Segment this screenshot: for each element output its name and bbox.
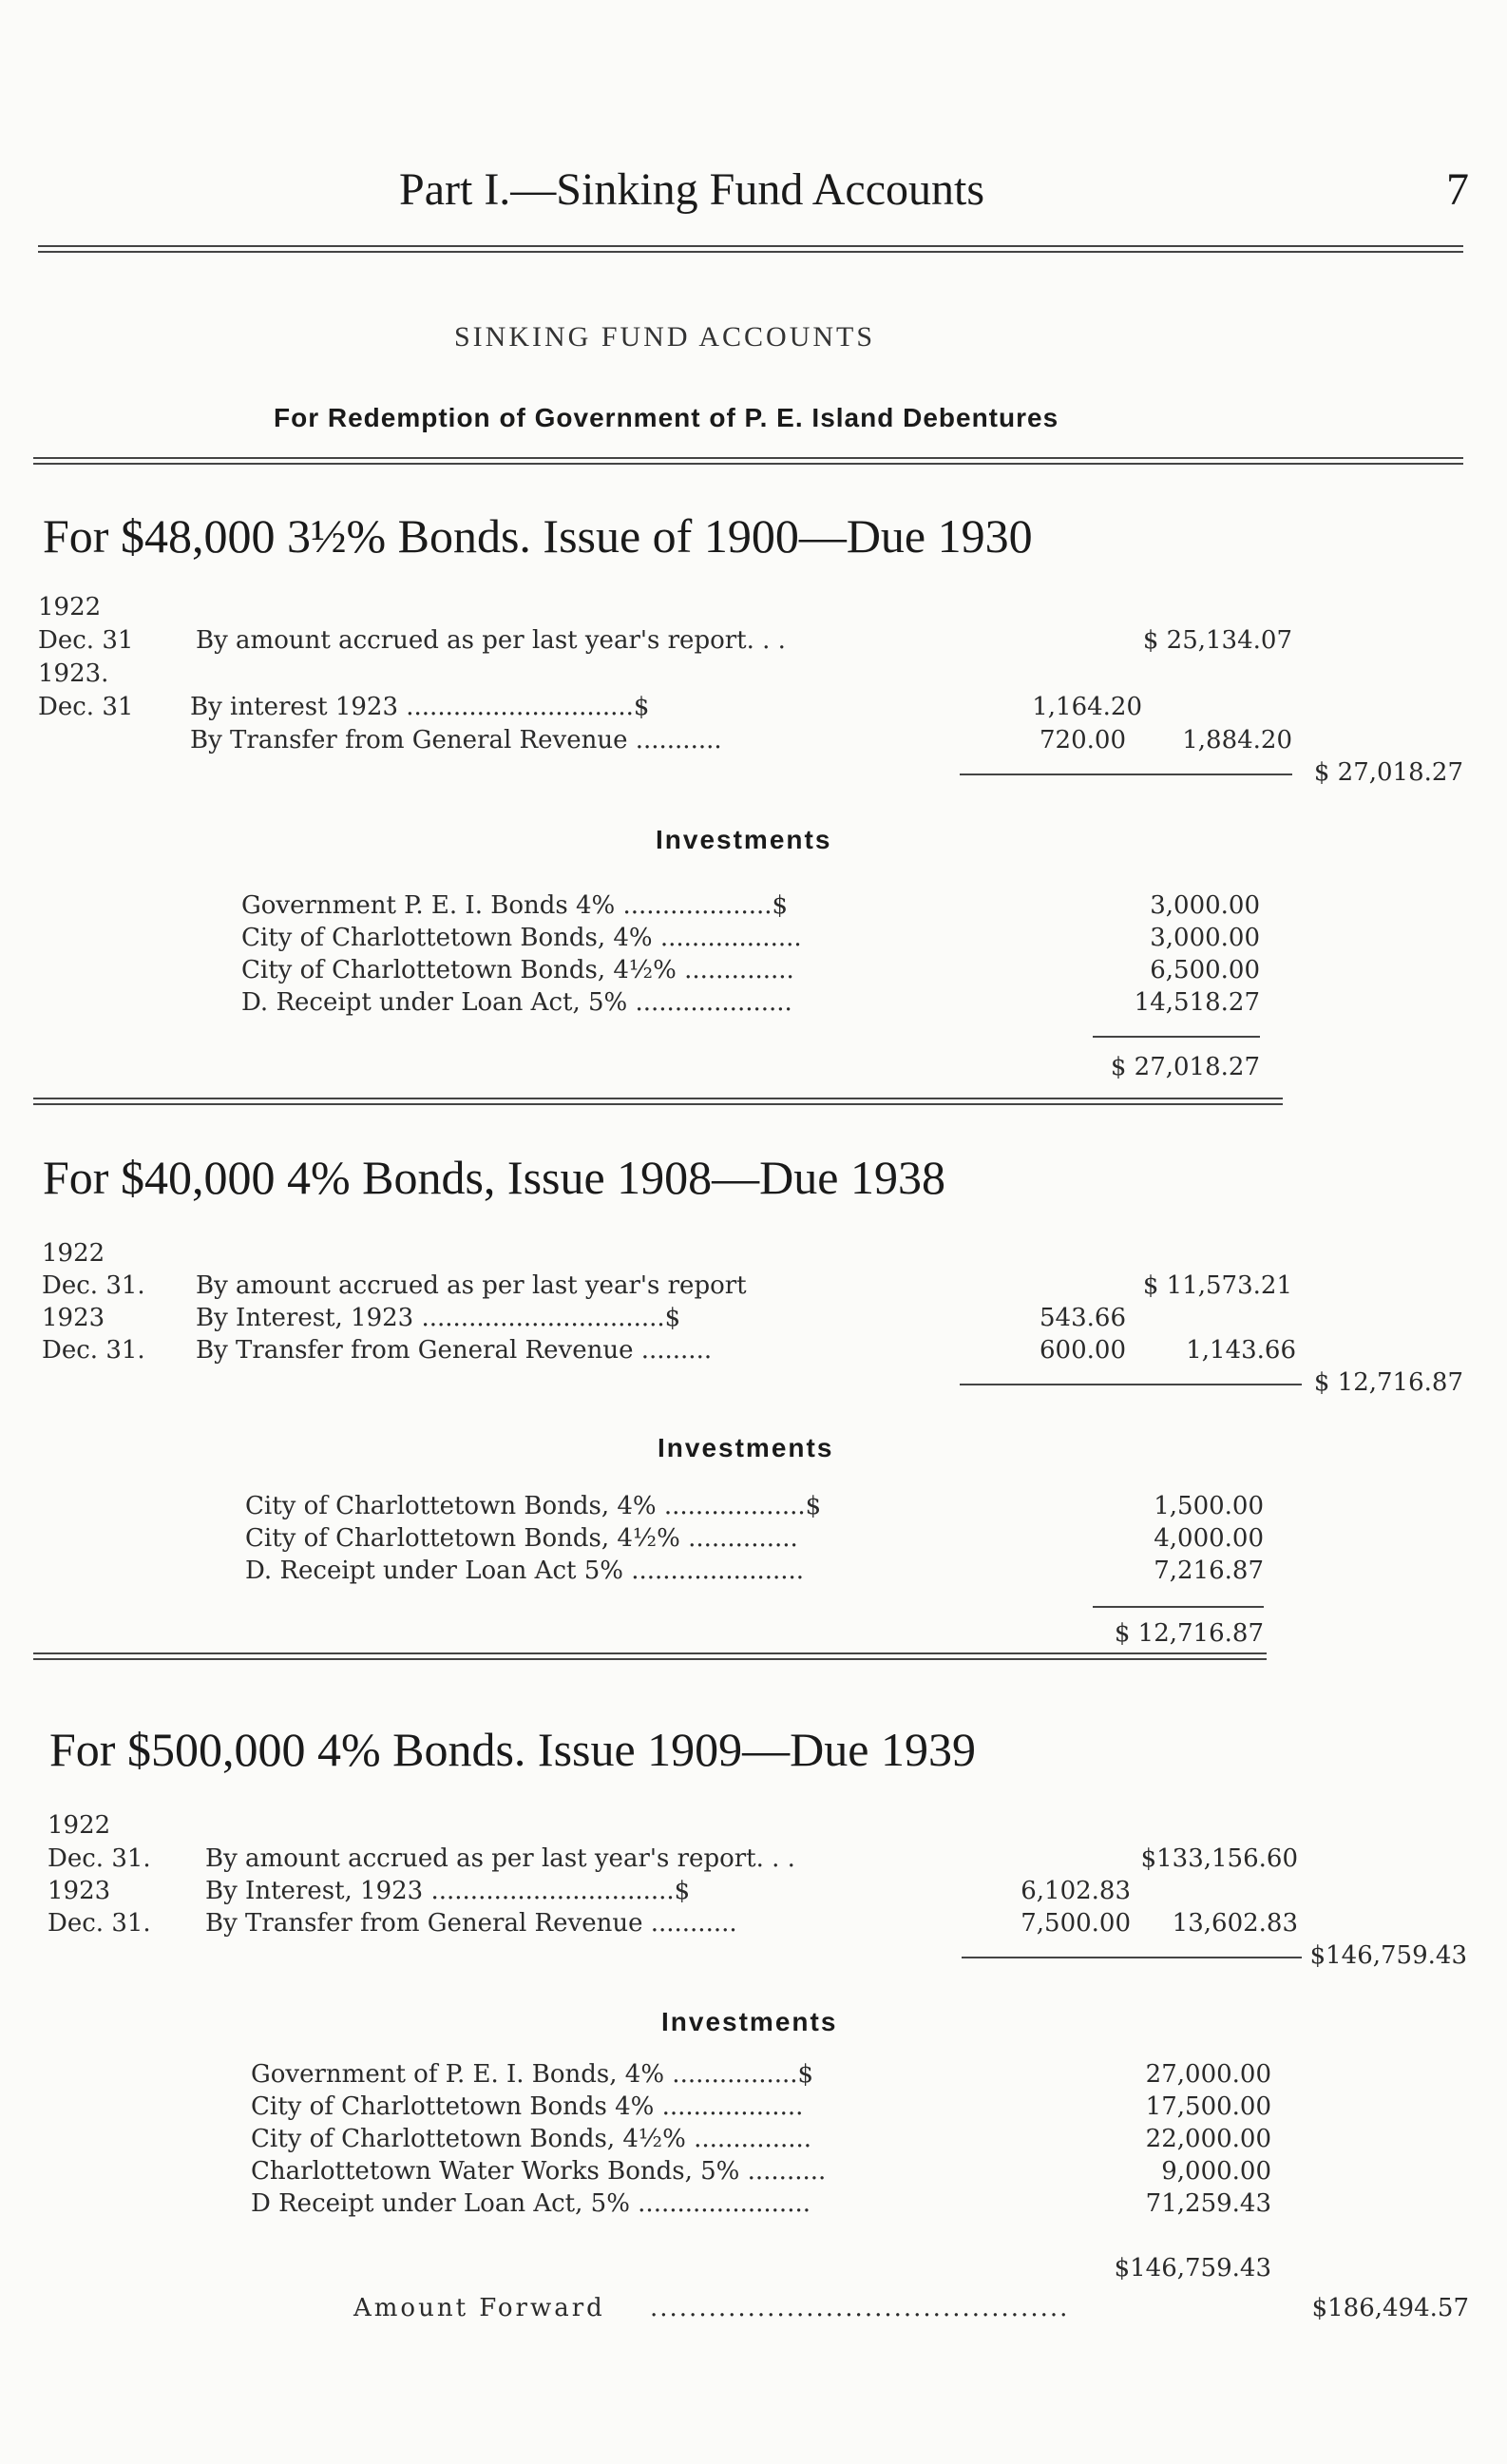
investments-total: $ 27,018.27: [1110, 1053, 1260, 1081]
entry-date: 1922: [42, 1239, 105, 1268]
entry-amount: 13,602.83: [1172, 1909, 1298, 1938]
investments-total-rule: [1093, 1606, 1264, 1608]
entry-date: Dec. 31: [38, 693, 134, 721]
page-number: 7: [1446, 164, 1469, 215]
entry-amount: 1,884.20: [1182, 726, 1292, 754]
amount-forward-value: $186,494.57: [1311, 2294, 1469, 2322]
entry-date: Dec. 31: [38, 626, 134, 655]
investment-description: City of Charlottetown Bonds, 4½% ..............: [241, 956, 794, 984]
investment-description: Government of P. E. I. Bonds, 4% ................$: [251, 2060, 814, 2089]
amount-forward-leader: ...........................................: [650, 2294, 1070, 2322]
entry-date: Dec. 31.: [48, 1909, 151, 1938]
total-rule: [962, 1957, 1302, 1958]
investment-amount: 22,000.00: [1145, 2125, 1271, 2153]
entry-description: By amount accrued as per last year's report. . .: [205, 1844, 795, 1873]
running-head: Part I.—Sinking Fund Accounts: [399, 164, 985, 215]
section-total: $146,759.43: [1309, 1941, 1467, 1970]
entry-subamount: 7,500.00: [1021, 1909, 1131, 1938]
entry-description: By Interest, 1923 ...............................$: [205, 1877, 691, 1905]
entry-date: 1923: [48, 1877, 111, 1905]
entry-amount: $133,156.60: [1140, 1844, 1298, 1873]
investment-description: D. Receipt under Loan Act, 5% ....................: [241, 988, 792, 1017]
entry-description: By interest 1923 .............................$: [190, 693, 650, 721]
investment-amount: 1,500.00: [1154, 1492, 1264, 1520]
entry-date: Dec. 31.: [42, 1336, 145, 1365]
entry-subamount: 720.00: [1040, 726, 1126, 754]
investment-amount: 71,259.43: [1145, 2189, 1271, 2218]
section-rule: [33, 1652, 1267, 1660]
investments-total-rule: [1093, 1036, 1260, 1038]
investment-amount: 17,500.00: [1145, 2092, 1271, 2121]
investment-amount: 9,000.00: [1161, 2157, 1271, 2186]
investments-total: $ 12,716.87: [1114, 1619, 1264, 1648]
section-total: $ 12,716.87: [1313, 1368, 1463, 1397]
entry-subamount: 6,102.83: [1021, 1877, 1131, 1905]
entry-subamount: 600.00: [1040, 1336, 1126, 1365]
entry-amount: $ 11,573.21: [1142, 1271, 1292, 1300]
page-title: SINKING FUND ACCOUNTS: [454, 321, 876, 353]
entry-date: 1923.: [38, 659, 109, 688]
investment-description: Government P. E. I. Bonds 4% ...................$: [241, 891, 789, 920]
entry-amount: $ 25,134.07: [1142, 626, 1292, 655]
entry-date: 1923: [42, 1304, 105, 1332]
section-heading: For $48,000 3½% Bonds. Issue of 1900—Due 1930: [43, 509, 1033, 563]
investment-description: Charlottetown Water Works Bonds, 5% ..........: [251, 2157, 827, 2186]
entry-date: 1922: [48, 1811, 111, 1840]
investment-amount: 7,216.87: [1154, 1557, 1264, 1585]
entry-amount: 1,143.66: [1186, 1336, 1296, 1365]
entry-description: By Transfer from General Revenue .........: [196, 1336, 713, 1365]
entry-date: Dec. 31.: [48, 1844, 151, 1873]
section-total: $ 27,018.27: [1313, 758, 1463, 787]
investment-description: City of Charlottetown Bonds, 4% ..................: [241, 924, 802, 952]
entry-date: 1922: [38, 593, 102, 621]
investment-amount: 3,000.00: [1150, 891, 1260, 920]
title-rule: [33, 457, 1463, 465]
entry-date: Dec. 31.: [42, 1271, 145, 1300]
investment-description: City of Charlottetown Bonds 4% ..................: [251, 2092, 804, 2121]
investment-description: City of Charlottetown Bonds, 4½% ...............: [251, 2125, 812, 2153]
header-rule: [38, 245, 1463, 253]
section-heading: For $40,000 4% Bonds, Issue 1908—Due 1938: [43, 1151, 945, 1204]
entry-description: By Transfer from General Revenue ...........: [190, 726, 722, 754]
section-heading: For $500,000 4% Bonds. Issue 1909—Due 1939: [49, 1723, 976, 1776]
investment-amount: 4,000.00: [1154, 1524, 1264, 1553]
entry-description: By Interest, 1923 ...............................$: [196, 1304, 681, 1332]
investment-amount: 6,500.00: [1150, 956, 1260, 984]
page-subtitle: For Redemption of Government of P. E. Island Debentures: [274, 403, 1059, 432]
total-rule: [960, 774, 1292, 775]
investments-heading: Investments: [661, 2007, 838, 2036]
investments-total: $146,759.43: [1114, 2254, 1271, 2283]
entry-description: By amount accrued as per last year's report. . .: [196, 626, 786, 655]
section-rule: [33, 1098, 1283, 1105]
entry-description: By amount accrued as per last year's report: [196, 1271, 747, 1300]
total-rule: [960, 1384, 1302, 1385]
entry-subamount: 1,164.20: [1032, 693, 1142, 721]
investment-amount: 27,000.00: [1145, 2060, 1271, 2089]
investment-description: City of Charlottetown Bonds, 4% ..................$: [245, 1492, 822, 1520]
entry-subamount: 543.66: [1040, 1304, 1126, 1332]
entry-description: By Transfer from General Revenue ...........: [205, 1909, 737, 1938]
investment-amount: 14,518.27: [1134, 988, 1260, 1017]
investment-description: D Receipt under Loan Act, 5% ......................: [251, 2189, 811, 2218]
investment-description: City of Charlottetown Bonds, 4½% ..............: [245, 1524, 798, 1553]
investments-heading: Investments: [656, 825, 832, 854]
investment-amount: 3,000.00: [1150, 924, 1260, 952]
investment-description: D. Receipt under Loan Act 5% ......................: [245, 1557, 805, 1585]
amount-forward-label: Amount Forward: [353, 2294, 605, 2322]
investments-heading: Investments: [658, 1433, 834, 1462]
